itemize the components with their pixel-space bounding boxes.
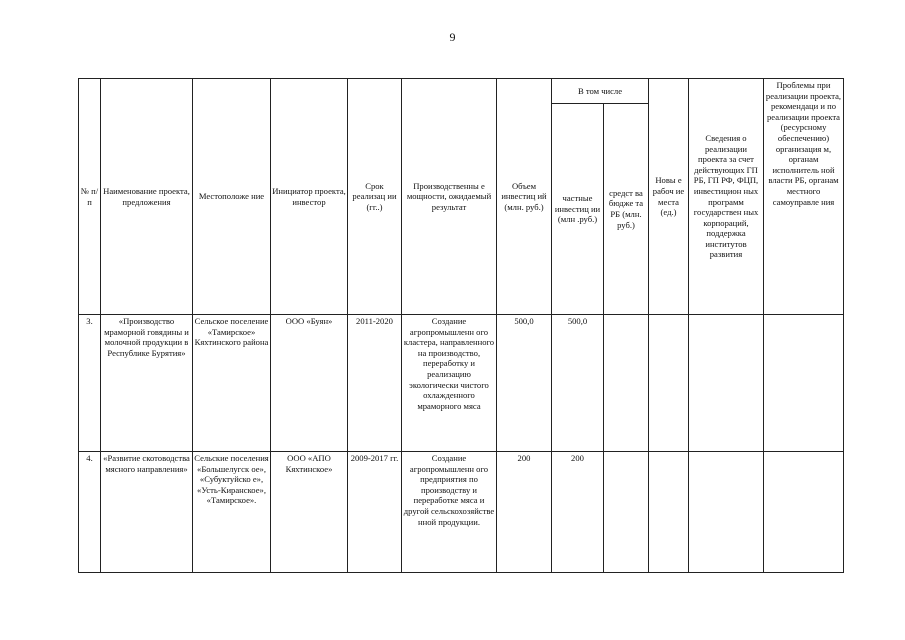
header-name: Наименование проекта, предложения bbox=[101, 79, 193, 315]
header-capacity: Производственны е мощности, ожидаемый результат bbox=[402, 79, 497, 315]
cell-num: 4. bbox=[79, 452, 101, 573]
cell-name: «Развитие скотоводства мясного направления» bbox=[101, 452, 193, 573]
header-term: Срок реализац ии (гг..) bbox=[348, 79, 402, 315]
table-row bbox=[79, 315, 844, 452]
header-private: частные инвестиц ии (млн .руб.) bbox=[552, 104, 604, 315]
cell-volume: 200 bbox=[497, 452, 552, 573]
cell-problems bbox=[764, 315, 844, 452]
cell-info bbox=[689, 315, 764, 452]
cell-initiator: ООО «Буян» bbox=[271, 315, 348, 452]
investment-projects-table bbox=[78, 78, 844, 573]
cell-name: «Производство мраморной говядины и молочной продукции в Республике Бурятия» bbox=[101, 315, 193, 452]
cell-term: 2011-2020 bbox=[348, 315, 402, 452]
header-initiator: Инициатор проекта, инвестор bbox=[271, 79, 348, 315]
cell-private: 200 bbox=[552, 452, 604, 573]
table-row bbox=[79, 452, 844, 573]
header-problems: Проблемы при реализации проекта, рекомендаци и по реализации проекта (ресурсному обеспечению) организация м, органам исполнитель ной власти РБ, органам местного самоуправле ния bbox=[764, 79, 844, 315]
cell-capacity: Создание агропромышленн ого предприятия по производству и переработке мяса и другой сельскохозяйстве нной продукции. bbox=[402, 452, 497, 573]
cell-initiator: ООО «АПО Кяхтинское» bbox=[271, 452, 348, 573]
cell-budget bbox=[604, 452, 649, 573]
cell-private: 500,0 bbox=[552, 315, 604, 452]
cell-location: Сельские поселения «Большелугск ое», «Субуктуйско е», «Усть-Киранское», «Тамирское». bbox=[193, 452, 271, 573]
cell-num: 3. bbox=[79, 315, 101, 452]
cell-volume: 500,0 bbox=[497, 315, 552, 452]
cell-jobs bbox=[649, 452, 689, 573]
cell-term: 2009-2017 гг. bbox=[348, 452, 402, 573]
cell-budget bbox=[604, 315, 649, 452]
header-info: Сведения о реализации проекта за счет действующих ГП РБ, ГП РФ, ФЦП, инвестицион ных программ государствен ных корпораций, поддержка институтов развития bbox=[689, 79, 764, 315]
header-row-top bbox=[79, 79, 844, 104]
cell-location: Сельское поселение «Тамирское» Кяхтинского района bbox=[193, 315, 271, 452]
header-volume: Объем инвестиц ий (млн. руб.) bbox=[497, 79, 552, 315]
header-including: В том числе bbox=[552, 79, 649, 104]
cell-jobs bbox=[649, 315, 689, 452]
cell-problems bbox=[764, 452, 844, 573]
header-jobs: Новы е рабоч ие места (ед.) bbox=[649, 79, 689, 315]
header-num: № п/п bbox=[79, 79, 101, 315]
header-location: Местоположе ние bbox=[193, 79, 271, 315]
cell-capacity: Создание агропромышленн ого кластера, направленного на производство, переработку и реализацию экологически чистого охлажденного мраморного мяса bbox=[402, 315, 497, 452]
header-budget: средст ва бюдже та РБ (млн. руб.) bbox=[604, 104, 649, 315]
cell-info bbox=[689, 452, 764, 573]
page-number: 9 bbox=[449, 30, 456, 44]
